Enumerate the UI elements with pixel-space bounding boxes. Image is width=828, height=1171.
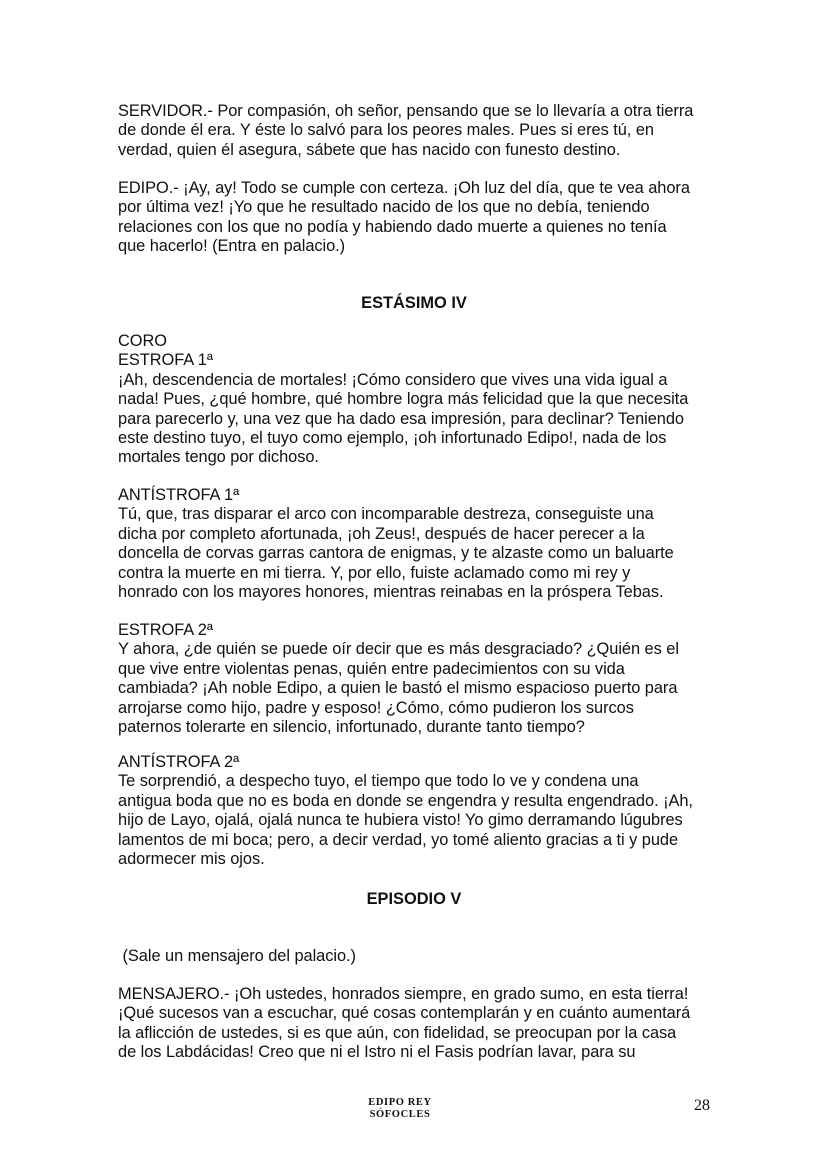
- text-line: cambiada? ¡Ah noble Edipo, a quien le bastó el mismo espacioso puerto para: [118, 679, 678, 698]
- text-line: arrojarse como hijo, padre y esposo! ¿Cómo, cómo pudieron los surcos: [118, 698, 634, 717]
- stanza-label: ESTROFA 2ª: [118, 621, 213, 639]
- text-line: adormecer mis ojos.: [118, 850, 265, 869]
- paragraph-edipo: [118, 179, 718, 257]
- text-line: paternos tolerarte en silencio, infortunado, durante tanto tiempo?: [118, 718, 585, 737]
- text-line: contra la muerte en mi tierra. Y, por ello, fuiste aclamado como mi rey y: [118, 563, 631, 582]
- paragraph-servidor: [118, 102, 718, 160]
- page-number: 28: [694, 1097, 710, 1114]
- text-line: doncella de corvas garras cantora de enigmas, y te alzaste como un baluarte: [118, 544, 674, 563]
- text-line: Y ahora, ¿de quién se puede oír decir que es más desgraciado? ¿Quién es el: [118, 640, 679, 659]
- section-heading-estasimo: ESTÁSIMO IV: [361, 294, 467, 312]
- text-line: relaciones con los que no podía y habiendo dado muerte a quienes no tenía: [118, 217, 667, 236]
- text-line: MENSAJERO.- ¡Oh ustedes, honrados siempre, en grado sumo, en esta tierra!: [118, 985, 689, 1003]
- paragraph-antistrofa-1: [118, 486, 718, 602]
- stanza-label: ANTÍSTROFA 2ª: [118, 753, 240, 771]
- text-line: nada! Pues, ¿qué hombre, qué hombre logra más felicidad que la que necesita: [118, 390, 689, 409]
- text-line: mortales tengo por dichoso.: [118, 448, 319, 467]
- text-line: Te sorprendió, a despecho tuyo, el tiempo que todo lo ve y condena una: [118, 772, 639, 791]
- text-line: este destino tuyo, el tuyo como ejemplo, ¡oh infortunado Edipo!, nada de los: [118, 429, 667, 448]
- paragraph-estrofa-2: [118, 621, 718, 737]
- text-line: (Sale un mensajero del palacio.): [118, 947, 356, 965]
- section-heading-episodio: EPISODIO V: [366, 890, 462, 908]
- footer-title: [330, 1097, 470, 1121]
- stage-direction: [118, 947, 718, 966]
- stanza-label: ESTROFA 1ª: [118, 351, 213, 370]
- text-line: que vive entre violentas penas, quién entre padecimientos con su vida: [118, 659, 625, 678]
- text-line: que hacerlo! (Entra en palacio.): [118, 237, 346, 256]
- text-line: verdad, quien él asegura, sábete que has nacido con funesto destino.: [118, 140, 621, 159]
- footer-author: SÓFOCLES: [369, 1109, 431, 1120]
- text-line: ¡Ah, descendencia de mortales! ¡Cómo considero que vives una vida igual a: [118, 370, 668, 389]
- paragraph-mensajero: [118, 985, 718, 1063]
- paragraph-estrofa-1: [118, 332, 718, 468]
- text-line: dicha por completo afortunada, ¡oh Zeus!, después de hacer perecer a la: [118, 524, 645, 543]
- text-line: SERVIDOR.- Por compasión, oh señor, pensando que se lo llevaría a otra tierra: [118, 102, 694, 120]
- speaker-label: CORO: [118, 332, 167, 350]
- text-line: la aflicción de ustedes, si es que aún, con fidelidad, se preocupan por la casa: [118, 1023, 677, 1042]
- text-line: Tú, que, tras disparar el arco con incomparable destreza, conseguiste una: [118, 505, 654, 524]
- stanza-label: ANTÍSTROFA 1ª: [118, 486, 240, 504]
- text-line: antigua boda que no es boda en donde se engendra y resulta engendrado. ¡Ah,: [118, 791, 693, 810]
- text-line: honrado con los mayores honores, mientras reinabas en la próspera Tebas.: [118, 583, 664, 602]
- footer-work-title: EDIPO REY: [368, 1097, 432, 1108]
- text-line: ¡Qué sucesos van a escuchar, qué cosas contemplarán y en cuánto aumentará: [118, 1004, 691, 1023]
- text-line: para parecerlo y, una vez que ha dado esa impresión, para declinar? Teniendo: [118, 409, 684, 428]
- paragraph-antistrofa-2: [118, 753, 718, 869]
- text-line: de donde él era. Y éste lo salvó para los peores males. Pues si eres tú, en: [118, 121, 654, 140]
- text-line: EDIPO.- ¡Ay, ay! Todo se cumple con certeza. ¡Oh luz del día, que te vea ahora: [118, 179, 690, 197]
- text-line: de los Labdácidas! Creo que ni el Istro ni el Fasis podrían lavar, para su: [118, 1043, 636, 1062]
- text-line: por última vez! ¡Yo que he resultado nacido de los que no debía, teniendo: [118, 198, 650, 217]
- text-line: lamentos de mi boca; pero, a decir verdad, yo tomé aliento gracias a ti y pude: [118, 830, 679, 849]
- text-line: hijo de Layo, ojalá, ojalá nunca te hubiera visto! Yo gimo derramando lúgubres: [118, 811, 683, 830]
